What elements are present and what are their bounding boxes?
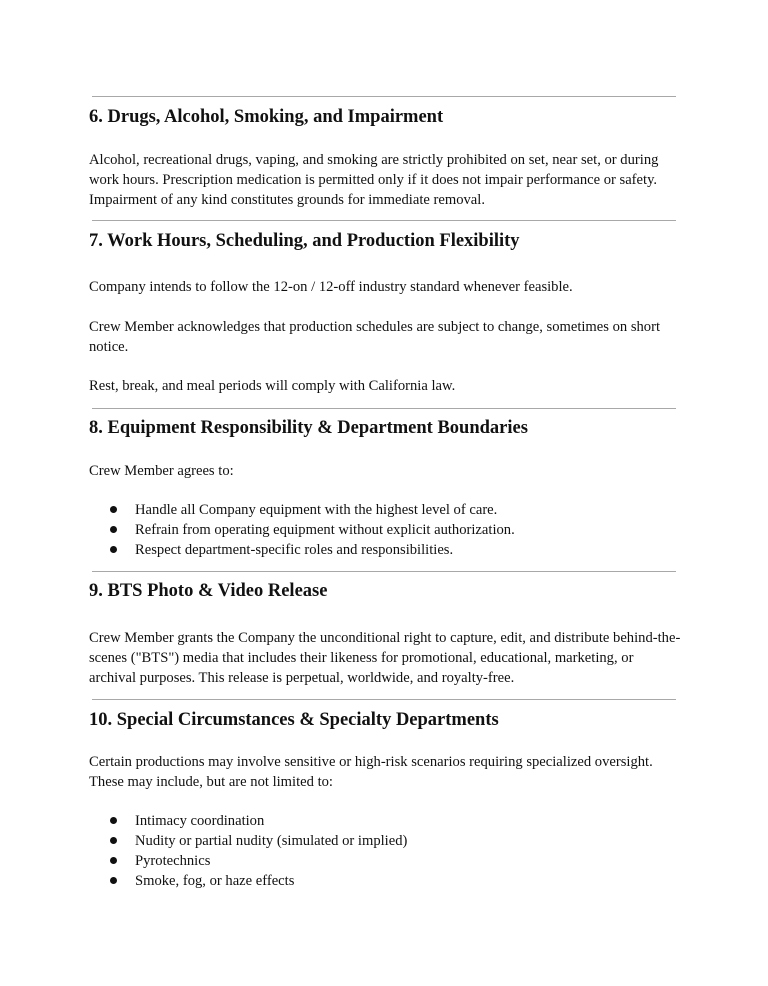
section-6-heading: 6. Drugs, Alcohol, Smoking, and Impairment: [89, 107, 444, 127]
list-item: Intimacy coordination: [110, 811, 407, 831]
list-item: Respect department-specific roles and responsibilities.: [110, 540, 515, 560]
bullet-icon: [110, 506, 117, 513]
list-item: Smoke, fog, or haze effects: [110, 871, 407, 891]
section-divider: [92, 699, 676, 700]
bullet-icon: [110, 837, 117, 844]
section-8-heading: 8. Equipment Responsibility & Department Boundaries: [89, 418, 528, 438]
bullet-icon: [110, 877, 117, 884]
section-7-paragraph-3: Rest, break, and meal periods will comply with California law.: [89, 378, 456, 394]
section-9-paragraph: Crew Member grants the Company the unconditional right to capture, edit, and distribute behind-the-scenes ("BTS") media that includes their likeness for promotional, educational, marketing, or archival purposes. This release is perpetual, worldwide, and royalty-free.: [89, 630, 681, 686]
section-10-heading: 10. Special Circumstances & Specialty Departments: [89, 710, 499, 730]
section-divider: [92, 408, 676, 409]
section-divider: [92, 571, 676, 572]
bullet-icon: [110, 817, 117, 824]
bullet-icon: [110, 546, 117, 553]
list-item: Pyrotechnics: [110, 851, 407, 871]
section-7-paragraph-1: Company intends to follow the 12-on / 12-off industry standard whenever feasible.: [89, 279, 573, 295]
section-9-heading: 9. BTS Photo & Video Release: [89, 581, 328, 601]
bullet-icon: [110, 857, 117, 864]
section-10-intro: Certain productions may involve sensitive or high-risk scenarios requiring specialized oversight. These may include, but are not limited to:: [89, 754, 653, 790]
list-item: Handle all Company equipment with the highest level of care.: [110, 500, 515, 520]
section-divider: [92, 220, 676, 221]
section-7-heading: 7. Work Hours, Scheduling, and Production Flexibility: [89, 231, 520, 251]
section-8-bullet-list: [110, 500, 515, 560]
section-8-intro: Crew Member agrees to:: [89, 463, 234, 479]
section-6-paragraph: Alcohol, recreational drugs, vaping, and smoking are strictly prohibited on set, near set, or during work hours. Prescription medication is permitted only if it does not impair performance or safety. Impairment of any kind constitutes grounds for immediate removal.: [89, 152, 659, 208]
section-10-bullet-list: [110, 811, 407, 891]
list-item: Refrain from operating equipment without explicit authorization.: [110, 520, 515, 540]
section-divider: [92, 96, 676, 97]
list-item: Nudity or partial nudity (simulated or implied): [110, 831, 407, 851]
section-7-paragraph-2: Crew Member acknowledges that production schedules are subject to change, sometimes on short notice.: [89, 319, 661, 355]
bullet-icon: [110, 526, 117, 533]
